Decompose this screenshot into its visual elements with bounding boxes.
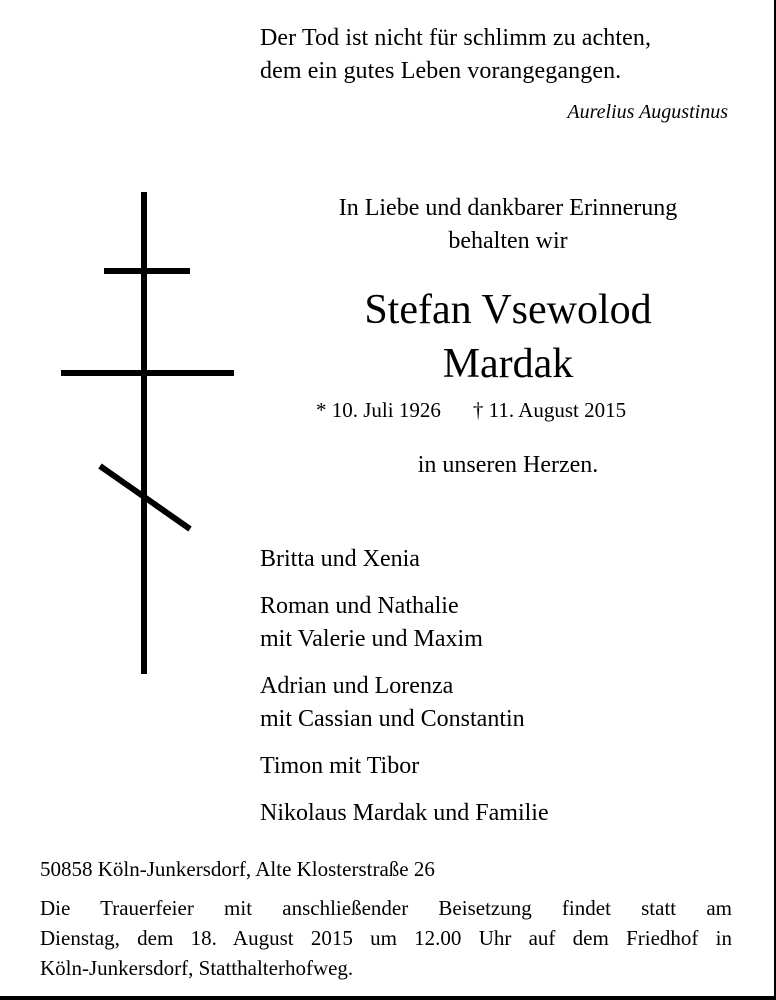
life-dates xyxy=(316,398,626,423)
quote-author: Aurelius Augustinus xyxy=(567,101,728,123)
family-group xyxy=(260,797,549,830)
quote xyxy=(260,22,651,88)
intro-line-1: In Liebe und dankbarer Erinnerung xyxy=(338,195,678,221)
family-line: Timon mit Tibor xyxy=(260,753,420,779)
family-group xyxy=(260,543,549,576)
orthodox-cross-icon xyxy=(58,192,238,674)
intro-text xyxy=(260,192,756,258)
quote-line-1: Der Tod ist nicht für schlimm zu achten, xyxy=(260,25,652,51)
death-date: † 11. August 2015 xyxy=(472,398,627,422)
deceased-first-names: Stefan Vsewolod xyxy=(364,287,652,333)
family-line: Nikolaus Mardak und Familie xyxy=(260,800,549,826)
birth-date: * 10. Juli 1926 xyxy=(316,398,441,422)
family-group xyxy=(260,590,549,656)
quote-line-2: dem ein gutes Leben vorangegangen. xyxy=(260,58,622,84)
family-address: 50858 Köln-Junkersdorf, Alte Klosterstraße 26 xyxy=(40,857,435,881)
deceased-name xyxy=(260,283,756,391)
family-group xyxy=(260,750,549,783)
family-group xyxy=(260,670,549,736)
intro-line-2: behalten wir xyxy=(448,228,568,254)
family-line: Roman und Nathalie xyxy=(260,593,459,619)
family-line: mit Cassian und Constantin xyxy=(260,706,525,732)
funeral-line-1: Die Trauerfeier mit anschließender Beisetzung findet statt am xyxy=(40,896,732,920)
funeral-line-2: Dienstag, dem 18. August 2015 um 12.00 Uhr auf dem Friedhof in xyxy=(40,926,732,950)
hearts-line: in unseren Herzen. xyxy=(417,452,599,478)
family-line: Adrian und Lorenza xyxy=(260,673,454,699)
funeral-line-3: Köln-Junkersdorf, Statthalterhofweg. xyxy=(40,956,354,980)
deceased-surname: Mardak xyxy=(442,341,574,387)
family-list xyxy=(260,543,549,844)
family-line: mit Valerie und Maxim xyxy=(260,626,483,652)
funeral-info xyxy=(40,893,732,983)
family-line: Britta und Xenia xyxy=(260,546,420,572)
